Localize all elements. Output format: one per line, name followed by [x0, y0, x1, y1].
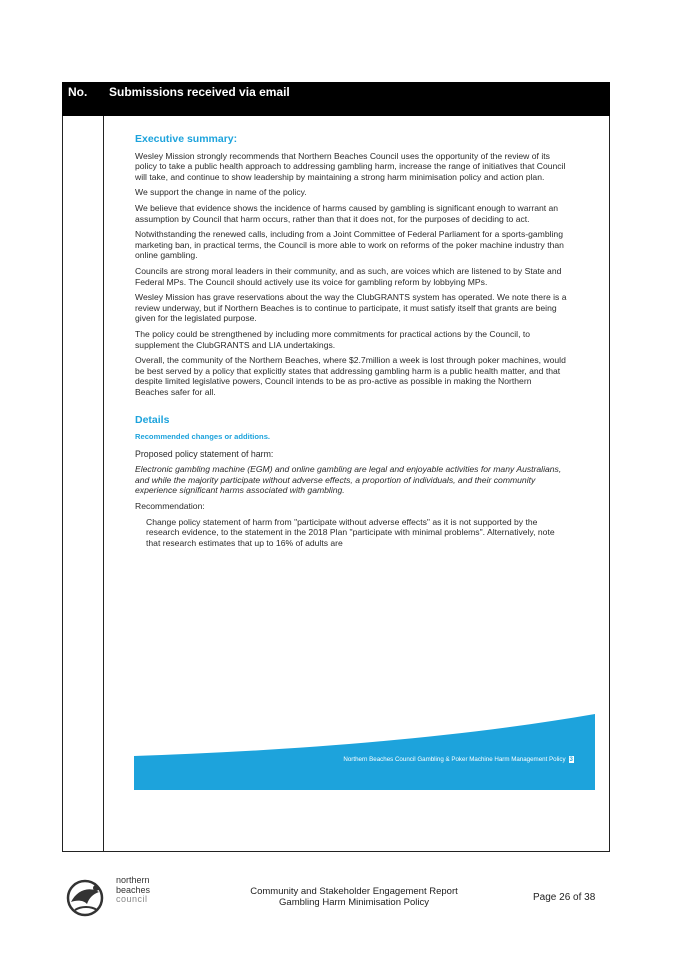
inner-footer-page: 3: [569, 756, 573, 763]
report-subtitle: Gambling Harm Minimisation Policy: [279, 897, 429, 908]
executive-paragraph: Wesley Mission strongly recommends that Northern Beaches Council uses the opportunity of the review of its policy to take a public health approach to addressing gambling harm, increase the range of initiatives that Council will take, and continue to show leadership by maintaining a strong harm minimisation policy and action plan.: [135, 150, 566, 182]
executive-paragraph: Notwithstanding the renewed calls, including from a Joint Committee of Federal Parliament for a sports-gambling marketing ban, in practical terms, the Council is more able to work on reforms of the poker machine industry than online gambling.: [135, 229, 564, 261]
logo-line: beaches: [116, 884, 151, 895]
column-no-label: No.: [68, 85, 88, 99]
column-title: Submissions received via email: [109, 85, 290, 99]
executive-paragraph: The policy could be strengthened by including more commitments for practical actions by the Council, to supplement the ClubGRANTS and LIA undertakings.: [135, 328, 531, 350]
report-title-block: [244, 886, 464, 908]
proposed-policy-heading: Proposed policy statement of harm:: [135, 448, 274, 459]
council-logo-text: [116, 876, 150, 905]
details-heading: Details: [135, 414, 170, 427]
embedded-submission-page: [102, 116, 609, 852]
council-logo-icon: [63, 876, 111, 920]
logo-line: northern: [116, 875, 150, 885]
report-title: Community and Stakeholder Engagement Report: [250, 886, 458, 897]
recommended-changes-subheading: Recommended changes or additions.: [135, 432, 271, 442]
executive-paragraph: Overall, the community of the Northern Beaches, where $2.7million a week is lost through poker machines, would be best served by a policy that explicitly states that addressing gambling harm is a public health matter, and that despite limited legislative powers, Council intends to be as pro-active as possible in making the Northern Beaches safer for all.: [135, 355, 566, 397]
table-header: [62, 82, 610, 116]
executive-paragraph: We believe that evidence shows the incidence of harms caused by gambling is significant enough to warrant an assumption by Council that harm occurs, rather than that it does not, for the purposes of deciding to act.: [135, 202, 559, 224]
logo-line: council: [116, 894, 148, 904]
recommendation-label: Recommendation:: [135, 501, 205, 512]
executive-paragraph: Councils are strong moral leaders in their community, and as such, are voices which are listened to by State and Federal MPs. The Council should actively use its voice for gambling reform by lobbying MPs.: [135, 265, 562, 287]
executive-summary-heading: Executive summary:: [135, 133, 238, 145]
proposed-policy-text: Electronic gambling machine (EGM) and online gambling are legal and enjoyable activities for many Australians, and while the majority participate without adverse effects, a proportion of individuals, and their community experience significant harms associated with gambling.: [135, 464, 562, 496]
page-number: Page 26 of 38: [533, 892, 596, 903]
executive-paragraph: We support the change in name of the policy.: [135, 187, 307, 198]
submission-content: [135, 134, 567, 553]
blue-wave-banner: [134, 714, 595, 790]
inner-footer-text: Northern Beaches Council Gambling & Poker Machine Harm Management Policy: [343, 756, 566, 763]
recommendation-text: Change policy statement of harm from "participate without adverse effects" as it is not supported by the research evidence, to the statement in the 2018 Plan "participate with minimal problems". Alternatively, note that research estimates that up to 16% of adults are: [146, 516, 555, 548]
page-footer: [0, 864, 675, 954]
executive-paragraph: Wesley Mission has grave reservations about the way the ClubGRANTS system has operated. We note there is a review underway, but if Northern Beaches is to continue to participate, it must satisfy itself that grants are being given for the legislated purpose.: [135, 292, 567, 324]
inner-page-footer: [312, 756, 574, 763]
